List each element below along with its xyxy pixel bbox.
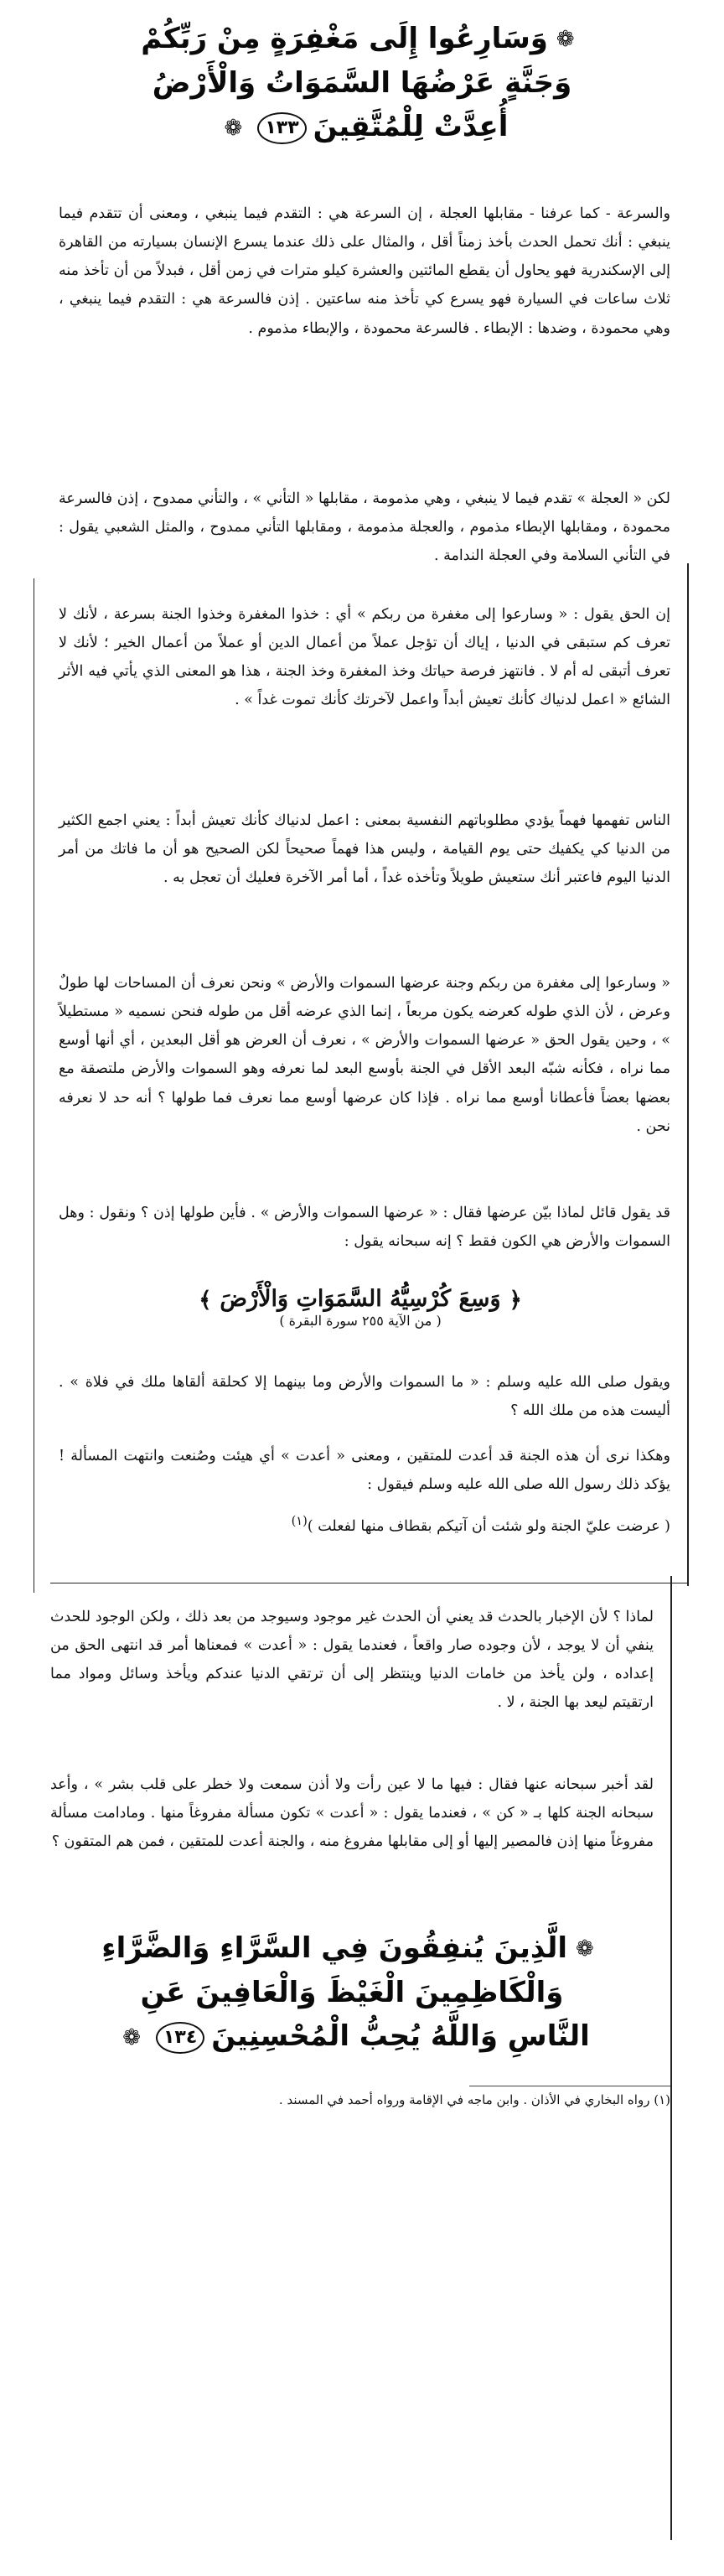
column-rule-right-lower — [670, 1576, 672, 2540]
paragraph-4: الناس تفهمها فهماً يؤدي مطلوباتهم النفسية بمعنى : اعمل لدنياك كأنك تعيش أبداً : يعني اجمع الكثير من الدنيا كي يكفيك حتى يوم القيامة ، وليس هذا فهماً صحيحاً لكن الصحيح هو أن ما فاتك من أمر الدنيا اليوم فاعتبر أنك ستعيش طويلاً وتأخذه غداً ، أما أمر الآخرة فعليك أن تعجل به . — [59, 812, 670, 887]
paragraph-9: لماذا ؟ لأن الإخبار بالحدث قد يعني أن الحدث غير موجود وسيوجد من بعد ذلك ، ولكن الوجود للحدث ينفي أن لا يوجد ، لأن وجوده صار واقعاً ، فعندما يقول : « أعدت » فمعناها أمر قد انتهى الحق من إعداده ، ولن يأخذ من خامات الدنيا وينتظر إلى أن ترتقي الدنيا عندكم ويأخذ وسائل ومواد مما ارتقيتم ليعد بها الجنة ، لا . — [50, 1609, 654, 1712]
ornament-icon: ❁ — [224, 115, 243, 141]
bottom-verse-line-1: الَّذِينَ يُنفِقُونَ فِي السَّرَّاءِ وَالضَّرَّاءِ — [101, 1931, 567, 1965]
top-verse-line-2: وَجَنَّةٍ عَرْضُهَا السَّمَوَاتُ وَالْأَرْضُ — [152, 65, 572, 100]
bracket-ornament-icon: ﴾ — [199, 1287, 212, 1313]
paragraph-7: ويقول صلى الله عليه وسلم : « ما السموات والأرض وما بينهما إلا كحلقة ألقاها ملك في فلاة » . أليست هذه من ملك الله ؟ — [59, 1374, 670, 1420]
top-verse-line-1: وَسَارِعُوا إِلَى مَغْفِرَةٍ مِنْ رَبِّكُمْ — [141, 22, 548, 55]
top-verse-line-3: أُعِدَّتْ لِلْمُتَّقِينَ — [313, 110, 509, 144]
cited-verse — [126, 1286, 595, 1329]
paragraph-3: إن الحق يقول : « وسارعوا إلى مغفرة من ربكم » أي : خذوا المغفرة وخذوا الجنة بسرعة ، لأنك لا تعرف كم ستبقى في الدنيا ، إياك أن تؤجل عملاً من أعمال الدين أو عملاً من أعمال الخير ؛ لأنك لا تعرف أتبقى له أم لا . فانتهز فرصة حياتك وخذ المغفرة وخذ الجنة ، هذا هو المعنى الذي يأتي فيه الأثر الشائع « اعمل لدنياك كأنك تعيش أبداً واعمل لآخرتك كأنك تموت غداً » . — [59, 606, 670, 709]
ornament-icon: ❁ — [556, 27, 575, 53]
ornament-icon: ❁ — [122, 2024, 141, 2050]
paragraph-6: قد يقول قائل لماذا بيّن عرضها فقال : « عرضها السموات والأرض » . فأين طولها إذن ؟ ونقول : وهل السموات والأرض هي الكون فقط ؟ إنه سبحانه يقول : — [59, 1205, 670, 1251]
top-verse — [50, 17, 674, 149]
bracket-ornament-icon: ﴿ — [509, 1287, 522, 1313]
paragraph-5: « وسارعوا إلى مغفرة من ربكم وجنة عرضها السموات والأرض » ونحن نعرف أن المساحات لها طولٌ وعرض ، لأن الذي طوله كعرضه يكون مربعاً ، إنما الذي عرضه أقل من طوله فنحن نسميه « مستطيلاً » ، وحين يقول الحق « عرضها السموات والأرض » ، نعرف أن العرض هو أقل البعدين ، أي أنها أوسع مما نراه ، فكأنه شبّه البعد الأقل في الجنة بأوسع البعد لما نعرفه وهو السموات والأرض ملتصقة مع بعضها بعضاً فأعطانا أوسع مما نراه . فإذا كان عرضها أوسع مما نعرف فما طولها ؟ أنه حد لا نعرفه نحن . — [59, 975, 670, 1135]
cited-verse-text: وَسِعَ كُرْسِيُّهُ السَّمَوَاتِ وَالْأَرْضَ — [220, 1286, 501, 1312]
footnote: (١) رواه البخاري في الأذان . وابن ماجه في الإقامة ورواه أحمد في المسند . — [278, 2092, 670, 2107]
paragraph-8: وهكذا نرى أن هذه الجنة قد أعدت للمتقين ، ومعنى « أعدت » أي هيئت وصُنعت وانتهت المسألة ! يؤكد ذلك رسول الله صلى الله عليه وسلم فيقول : — [59, 1448, 670, 1494]
hadith-text: ( عرضت عليّ الجنة ولو شئت أن آتيكم بقطاف منها لفعلت ) — [307, 1517, 670, 1535]
bottom-verse — [50, 1926, 654, 2059]
bottom-verse-line-3: النَّاسِ وَاللَّهُ يُحِبُّ الْمُحْسِنِينَ — [211, 2019, 590, 2054]
bottom-verse-number: ١٣٤ — [156, 2022, 204, 2054]
ornament-icon: ❁ — [576, 1936, 594, 1962]
paragraph-2: لكن « العجلة » تقدم فيما لا ينبغي ، وهي مذمومة ، مقابلها « التأني » ، والتأني ممدوح ، إذن فالسرعة محمودة ، ومقابلها الإبطاء مذموم ، والعجلة مذمومة ، ومقابلها التأني ممدوح ، والمثل الشعبي يقول : في التأني السلامة وفي العجلة الندامة . — [59, 490, 670, 565]
footnote-marker: (١) — [291, 1514, 308, 1528]
cited-verse-source: ( من الآية ٢٥٥ سورة البقرة ) — [279, 1312, 442, 1329]
bottom-verse-line-2: وَالْكَاظِمِينَ الْغَيْظَ وَالْعَافِينَ عَنِ — [140, 1975, 564, 2009]
paragraph-10: لقد أخبر سبحانه عنها فقال : فيها ما لا عين رأت ولا أذن سمعت ولا خطر على قلب بشر » ، وأعد سبحانه الجنة كلها بـ « كن » ، فعندما يقول : « أعدت » تكون مسألة مفروغاً منها . ومادامت مسألة مفروغاً منها إذن فالمصير إليها أو إلى مقابلها مفروغ منه ، والجنة أعدت للمتقين ، فمن هم المتقون ؟ — [50, 1776, 654, 1851]
column-rule-right — [687, 563, 689, 1586]
top-verse-number: ١٣٣ — [257, 112, 306, 144]
hadith-line — [59, 1514, 670, 1535]
paragraph-1: والسرعة - كما عرفنا - مقابلها العجلة ، إن السرعة هي : التقدم فيما ينبغي ، ومعنى أن تتقدم فيما ينبغي : أنك تحمل الحدث بأخذ زمناً أقل ، والمثال على ذلك عندما يسرع الإنسان بسيارته من القاهرة إلى الإسكندرية فهو يحاول أن يقطع المائتين والعشرة كيلو مترات في زمن أقل ، فبدلاً من أن تأخذ منه ثلاث ساعات في السيارة فهو يسرع كي تأخذ منه ساعتين . إذن فالسرعة هي : التقدم فيما ينبغي ، وهي محمودة ، وضدها : الإبطاء . فالسرعة محمودة ، والإبطاء مذموم . — [59, 205, 670, 337]
